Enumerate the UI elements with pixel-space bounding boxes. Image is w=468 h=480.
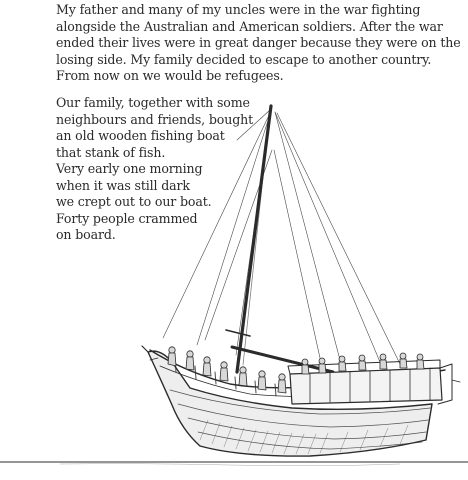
text-line: on board.	[56, 227, 116, 242]
deck-cabin	[290, 368, 442, 404]
text-line: losing side. My family decided to escape to another country.	[56, 51, 432, 67]
text-line: From now on we would be refugees.	[56, 68, 284, 83]
boom	[232, 347, 333, 372]
text-line: an old wooden fishing boat	[56, 128, 225, 143]
text-line: when it was still dark	[56, 177, 190, 193]
text-line: Forty people crammed	[56, 210, 198, 226]
text-line: we crept out to our boat.	[56, 194, 212, 209]
text-line: ended their lives were in great danger because they were on the	[56, 35, 461, 50]
mast	[237, 106, 271, 372]
text-line: alongside the Australian and American soldiers. After the war	[56, 18, 443, 34]
text-line: Very early one morning	[56, 161, 203, 176]
text-line: Our family, together with some	[56, 95, 250, 110]
text-line: that stank of fish.	[56, 144, 166, 160]
text-line: My father and many of my uncles were in the war fighting	[56, 2, 421, 17]
rigging-lines	[163, 110, 402, 368]
text-line: neighbours and friends, bought	[56, 111, 253, 127]
